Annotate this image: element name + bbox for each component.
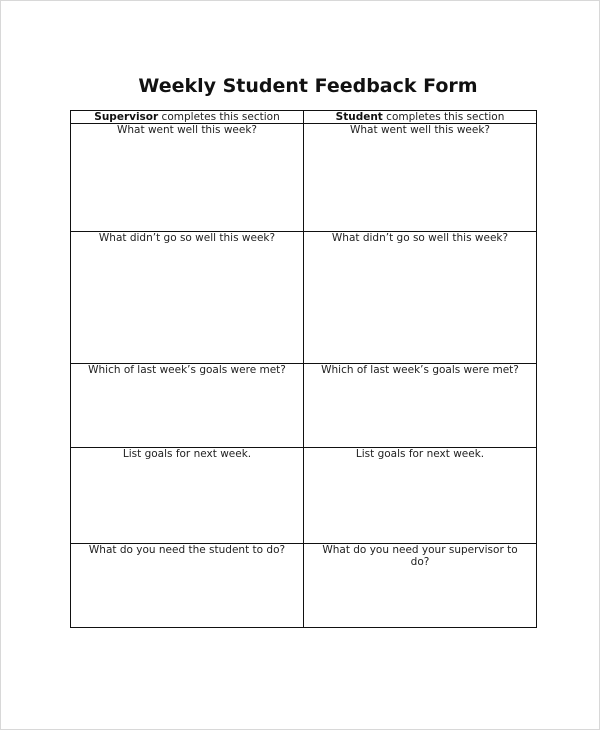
student-cell[interactable]: What do you need your supervisor to do? <box>304 544 537 628</box>
supervisor-header <box>71 111 304 124</box>
supervisor-label: Supervisor <box>94 111 159 123</box>
student-cell[interactable]: List goals for next week. <box>304 448 537 544</box>
table-row <box>71 364 537 448</box>
table-row <box>71 544 537 628</box>
supervisor-cell[interactable]: What do you need the student to do? <box>71 544 304 628</box>
form-title: Weekly Student Feedback Form <box>138 75 478 97</box>
table-row <box>71 232 537 364</box>
table-row <box>71 124 537 232</box>
table-row <box>71 448 537 544</box>
supervisor-cell[interactable]: Which of last week’s goals were met? <box>71 364 304 448</box>
supervisor-cell[interactable]: What went well this week? <box>71 124 304 232</box>
supervisor-cell[interactable]: What didn’t go so well this week? <box>71 232 304 364</box>
table-header-row <box>71 111 537 124</box>
student-header-text: completes this section <box>382 111 505 123</box>
student-label: Student <box>335 111 383 123</box>
student-cell[interactable]: What didn’t go so well this week? <box>304 232 537 364</box>
supervisor-header-text: completes this section <box>158 111 280 123</box>
supervisor-cell[interactable]: List goals for next week. <box>71 448 304 544</box>
student-cell[interactable]: Which of last week’s goals were met? <box>304 364 537 448</box>
student-cell[interactable]: What went well this week? <box>304 124 537 232</box>
student-header <box>304 111 537 124</box>
feedback-table <box>70 110 537 628</box>
